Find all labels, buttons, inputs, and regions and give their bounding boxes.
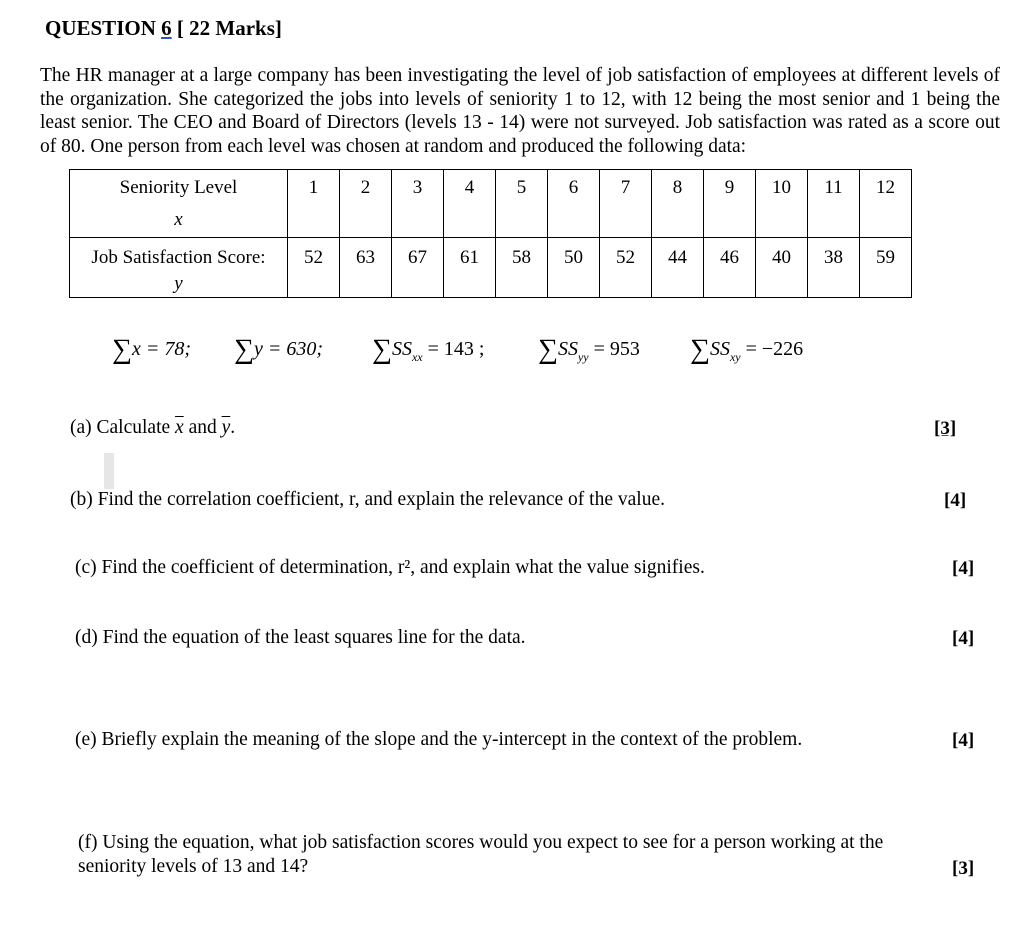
- x-cell: 11: [808, 170, 860, 238]
- x-cell: 9: [704, 170, 756, 238]
- y-cell: 44: [652, 238, 704, 298]
- sigma-symbol: ∑: [112, 334, 132, 365]
- y-cell: 52: [600, 238, 652, 298]
- marks-e: [4]: [952, 730, 975, 751]
- x-cell: 4: [444, 170, 496, 238]
- x-cell: 2: [340, 170, 392, 238]
- sigma-symbol: ∑: [234, 334, 254, 365]
- y-cell: 52: [288, 238, 340, 298]
- sigma-symbol: ∑: [690, 334, 710, 365]
- y-cell: 40: [756, 238, 808, 298]
- text-cursor: [104, 453, 114, 489]
- part-f-line2: seniority levels of 13 and 14?: [78, 856, 309, 877]
- x-cell: 12: [860, 170, 912, 238]
- y-cell: 67: [392, 238, 444, 298]
- part-b: (b) Find the correlation coefficient, r, and explain the relevance of the value.: [70, 489, 665, 510]
- x-cell: 7: [600, 170, 652, 238]
- intro-paragraph: The HR manager at a large company has been investigating the level of job satisfaction of employees at different levels of the organization. She categorized the jobs into levels of seniority 1 to 12, with 12 being the most senior and 1 being the least senior. The CEO and Board of Directors (levels 13 - 14) were not surveyed. Job satisfaction was rated as a score out of 80. One person from each level was chosen at random and produced the following data:: [40, 65, 1000, 157]
- table-row-satisfaction: [70, 238, 912, 298]
- y-cell: 46: [704, 238, 756, 298]
- part-f-line1: (f) Using the equation, what job satisfaction scores would you expect to see for a person working at the: [78, 832, 884, 853]
- x-cell: 10: [756, 170, 808, 238]
- y-cell: 38: [808, 238, 860, 298]
- sigma-symbol: ∑: [372, 334, 392, 365]
- x-cell: 5: [496, 170, 548, 238]
- marks-a: [3]: [934, 418, 957, 439]
- ss-xy: $\sum SS_{xy} = -226$: [690, 334, 804, 365]
- y-cell: 50: [548, 238, 600, 298]
- part-c: (c) Find the coefficient of determination, r², and explain what the value signifies.: [75, 557, 705, 578]
- marks-b: [4]: [944, 490, 967, 511]
- x-bar: $\overline{x}$: [175, 417, 184, 438]
- title-suffix: [ 22 Marks]: [171, 16, 282, 40]
- sum-y: ∑y = 630;: [234, 334, 324, 365]
- question-number: 6: [161, 16, 172, 40]
- seniority-var: x: [174, 209, 183, 230]
- data-table: [69, 169, 912, 298]
- seniority-label: Seniority Level: [119, 177, 238, 198]
- part-a: (a) Calculate $\overline{x}$ and $\overline{y}$.: [70, 417, 236, 438]
- part-e: (e) Briefly explain the meaning of the slope and the y-intercept in the context of the problem.: [75, 729, 803, 750]
- marks-f: [3]: [952, 858, 975, 879]
- x-cell: 1: [288, 170, 340, 238]
- x-cell: 8: [652, 170, 704, 238]
- y-bar: $\overline{y}$: [221, 417, 231, 438]
- x-cell: 3: [392, 170, 444, 238]
- marks-d: [4]: [952, 628, 975, 649]
- y-cell: 61: [444, 238, 496, 298]
- question-title: [45, 16, 282, 41]
- y-cell: 58: [496, 238, 548, 298]
- sigma-symbol: ∑: [538, 334, 558, 365]
- x-cell: 6: [548, 170, 600, 238]
- y-cell: 59: [860, 238, 912, 298]
- seniority-header: [70, 170, 288, 238]
- y-cell: 63: [340, 238, 392, 298]
- title-prefix: QUESTION: [45, 16, 162, 40]
- part-d: (d) Find the equation of the least squares line for the data.: [75, 627, 526, 648]
- satisfaction-label: Job Satisfaction Score:: [91, 247, 266, 268]
- sum-x: ∑x = 78;: [112, 334, 192, 365]
- table-row-seniority: [70, 170, 912, 238]
- satisfaction-var: y: [174, 273, 183, 294]
- ss-yy: $\sum SS_{yy} = 953$: [538, 334, 640, 365]
- satisfaction-header: [70, 238, 288, 298]
- marks-c: [4]: [952, 558, 975, 579]
- ss-xx: $\sum SS_{xx} = 143$ ;: [372, 334, 485, 365]
